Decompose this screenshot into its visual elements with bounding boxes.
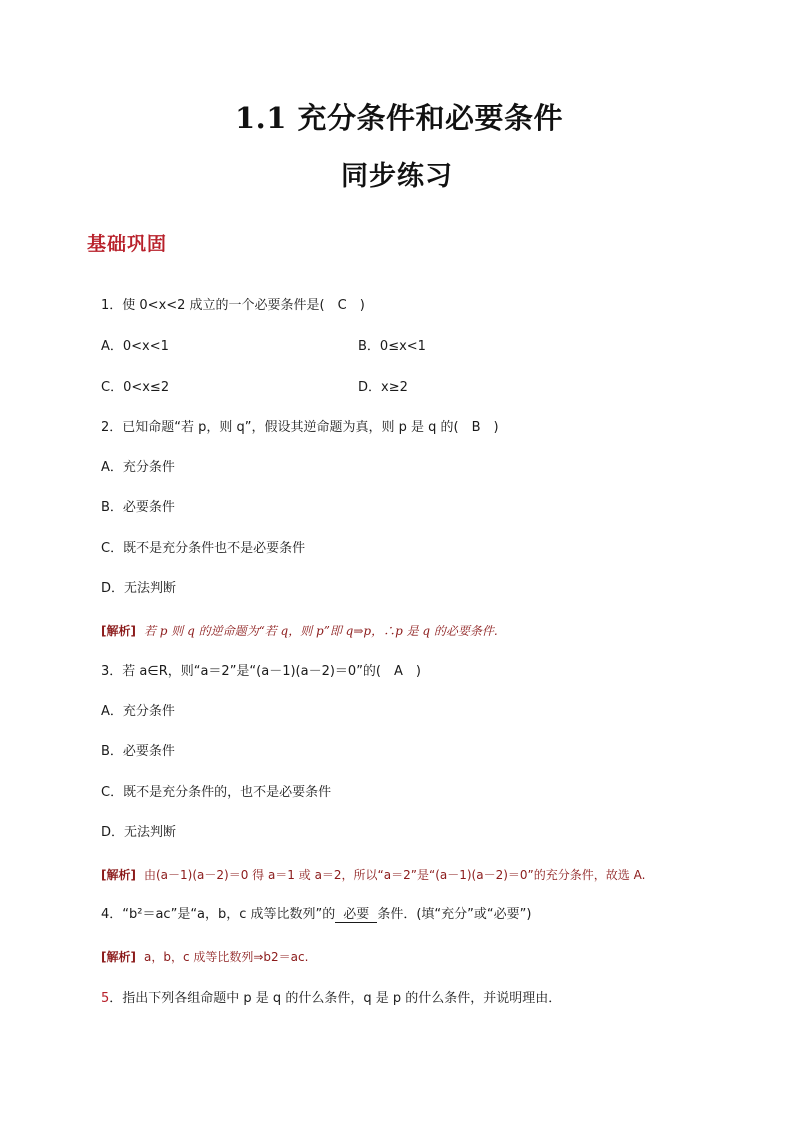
page-title: 1.1 充分条件和必要条件 (234, 101, 564, 135)
question-1-option-b: B．0≤x<1 (358, 339, 426, 354)
analysis-text: 由(a－1)(a－2)＝0 得 a＝1 或 a＝2，所以“a＝2”是“(a－1)(a－2)＝0”的充分条件，故选 A. (143, 868, 646, 882)
question-1-option-c: C．0<x≤2 (101, 380, 170, 395)
question-4-stem (101, 906, 531, 924)
question-2-option-d: D．无法判断 (101, 581, 177, 596)
question-5-number: 5 (101, 991, 110, 1006)
analysis-tag: [解析] (101, 868, 136, 882)
question-5-text: ．指出下列各组命题中 p 是 q 的什么条件，q 是 p 的什么条件，并说明理由． (109, 991, 562, 1006)
question-1-option-a: A．0<x<1 (101, 339, 169, 354)
question-4-analysis (101, 948, 308, 967)
question-4-stem-suffix: 条件．(填“充分”或“必要”) (377, 907, 532, 922)
question-2-option-a: A．充分条件 (101, 460, 175, 475)
question-3-option-b: B．必要条件 (101, 744, 175, 759)
question-2-stem: 2．已知命题“若 p，则 q”，假设其逆命题为真，则 p 是 q 的( B ) (101, 420, 499, 435)
answer-blank: 必要 (335, 907, 377, 923)
question-3-option-d: D．无法判断 (101, 825, 177, 840)
question-3-option-a: A．充分条件 (101, 704, 175, 719)
question-1-option-d: D．x≥2 (358, 380, 408, 395)
question-3-option-c: C．既不是充分条件的，也不是必要条件 (101, 785, 332, 800)
question-1-stem: 1．使 0<x<2 成立的一个必要条件是( C ) (101, 298, 365, 313)
analysis-tag: [解析] (101, 624, 136, 638)
question-2-option-b: B．必要条件 (101, 500, 175, 515)
analysis-text: a，b，c 成等比数列⇒b2＝ac. (143, 950, 309, 964)
analysis-tag: [解析] (101, 950, 136, 964)
analysis-text: 若 p 则 q 的逆命题为“若 q，则 p”即 q⇒p，∴p 是 q 的必要条件. (143, 624, 498, 638)
page-subtitle: 同步练习 (341, 161, 453, 192)
question-4-stem-prefix: 4．“b²＝ac”是“a，b，c 成等比数列”的 (101, 907, 336, 922)
section-heading: 基础巩固 (87, 233, 168, 255)
question-2-analysis (101, 622, 498, 641)
question-5-stem (101, 990, 561, 1008)
question-3-analysis (101, 866, 645, 885)
question-3-stem: 3．若 a∈R，则“a＝2”是“(a－1)(a－2)＝0”的( A ) (101, 664, 421, 679)
question-2-option-c: C．既不是充分条件也不是必要条件 (101, 541, 306, 556)
